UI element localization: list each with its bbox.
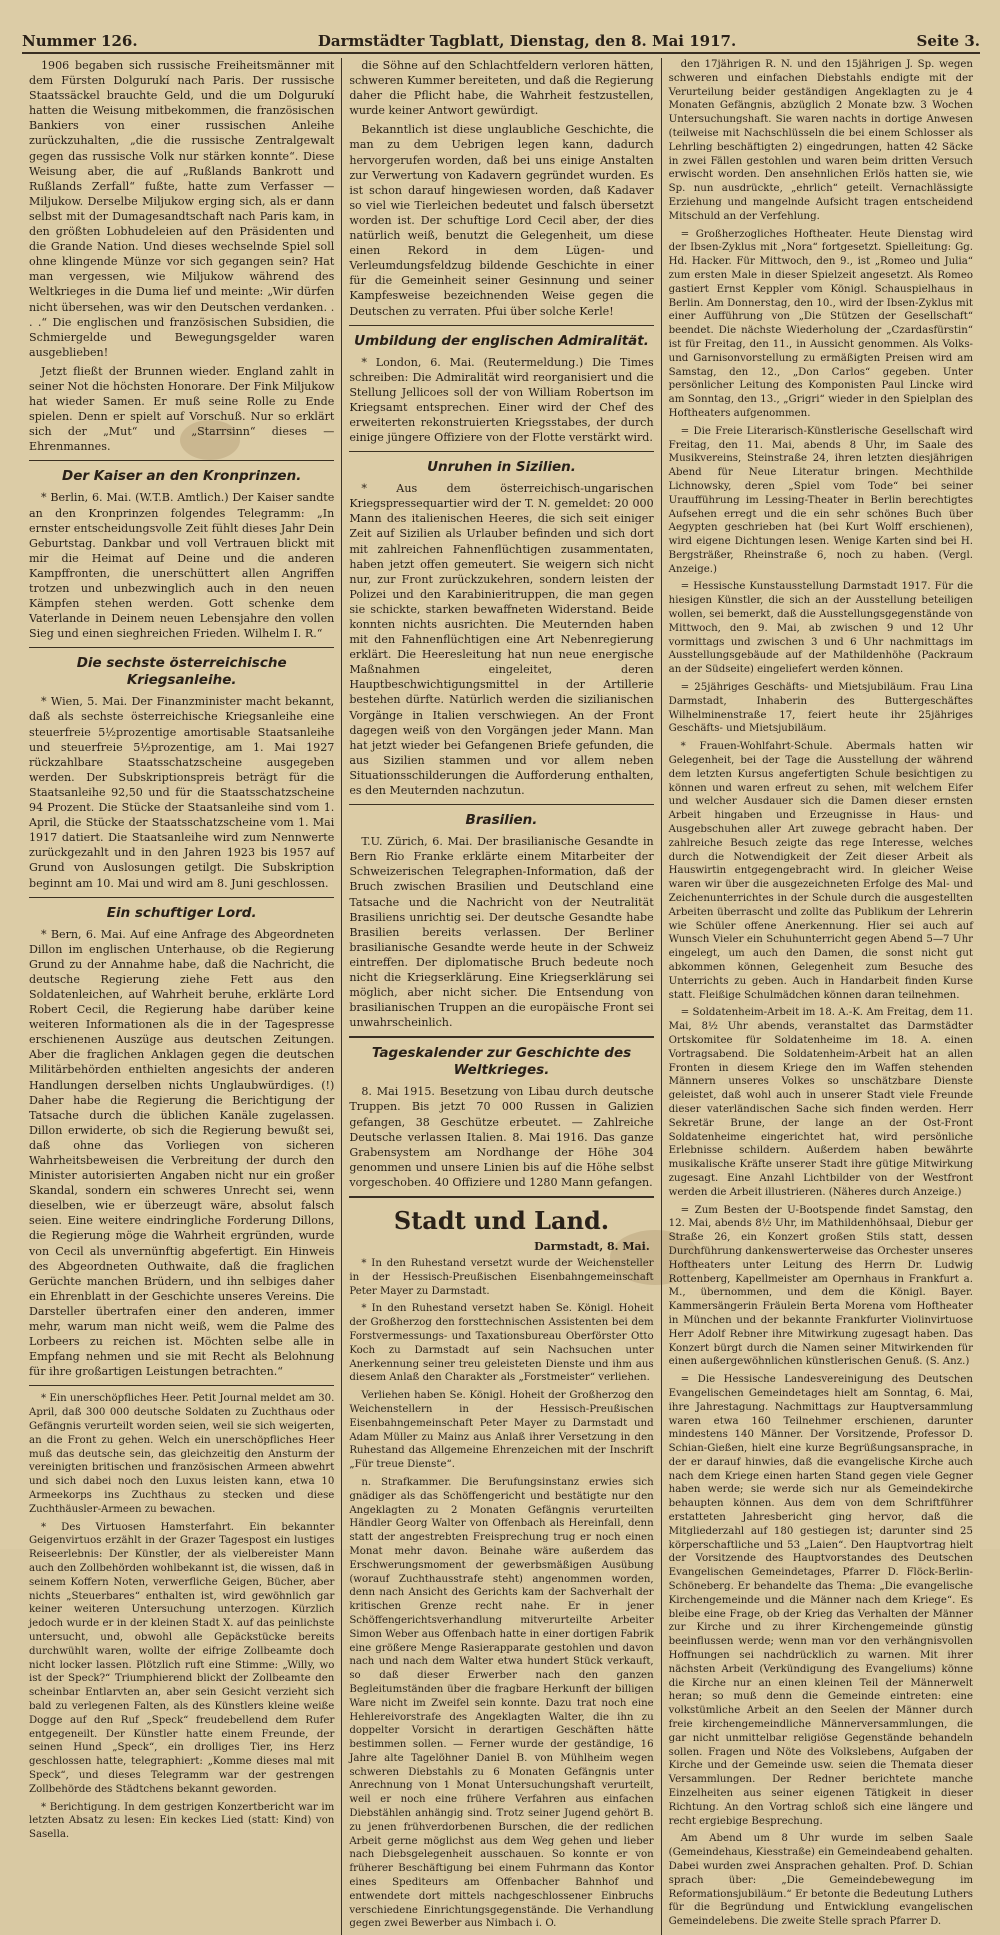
paragraph: * In den Ruhestand versetzt haben Se. Königl. Hoheit der Großherzog den forsttechnischen Assistenten bei dem Forstvermessungs- und Taxationsbureau Oberförster Otto Koch zu Darmstadt auf sein Nachsuchen unter Anerkennung seiner treu geleisteten Dienste und ihm aus diesem Anlaß den Charakter als „Forstmeister“ verliehen.	[349, 1303, 654, 1384]
headline-sizilien: Unruhen in Sizilien.	[427, 459, 576, 476]
paragraph: * Berichtigung. In dem gestrigen Konzertbericht war im letzten Absatz zu lesen: Ein keckes Lied (statt: Kind) von Sasella.	[29, 1801, 335, 1841]
paragraph: * Frauen-Wohlfahrt-Schule. Abermals hatten wir Gelegenheit, bei der Tage die Ausstellung der während dem letzten Kursus angefertigten Schule besichtigen zu können und waren erfreut zu sehen, mit welchem Eifer und welcher Ausdauer sich die Damen dieser ernsten Arbeit hingaben und Erzeugnisse in Haus- und Ausgebschuhen aller Art zuwege gebracht haben. Der zahlreiche Besuch zeigte das rege Interesse, welches durch die Notwendigkeit der Zeit dieser Arbeit als Hauswirtin entgegengebracht wird. In gleicher Weise waren wir über die ausgezeichneten Erfolge des Mal- und Zeichenunterrichtes in der Schule durch die ausgestellten Arbeiten überrascht und zollte das Publikum der Lehrerin wie Schüler offene Anerkennung. Hier sei auch auf Wunsch Vieler ein Schuhunterricht gegen Abend 5—7 Uhr eingelegt, um auch den Damen, die sonst nicht gut abkommen können, Gelegenheit zum Besuche des Unterrichts zu geben. Auch in Handarbeit finden Kurse statt. Fleißige Schulmädchen können daran teilnehmen.	[668, 741, 973, 1001]
headline-admiralitaet: Umbildung der englischen Admiralität.	[354, 332, 649, 349]
headline-anleihe: Die sechste österreichische Kriegsanleihe.	[76, 655, 287, 689]
divider	[349, 325, 653, 326]
paragraph: = Die Freie Literarisch-Künstlerische Gesellschaft wird Freitag, den 11. Mai, abends 8 Uhr, im Saale des Musikvereins, Steinstraße 24, ihren letzten diesjährigen Abend für Neue Literatur bringen. Mechthilde Lichnowsky, deren „Spiel vom Tode“ bei seiner Uraufführung im Lessing-Theater in Berlin berechtigtes Aufsehen erregt und die ein sehr schönes Buch über Aegypten geschrieben hat (bei Kurt Wolff erschienen), wird eigene Dichtungen lesen. Wenige Karten sind bei H. Bergsträßer, Rheinstraße 6, noch zu haben. (Vergl. Anzeige.)	[668, 425, 973, 575]
page-number: Seite 3.	[916, 32, 980, 50]
paragraph: * Wien, 5. Mai. Der Finanzminister macht bekannt, daß als sechste österreichische Kriegsanleihe eine steuerfreie 5½prozentige amortisable Staatsanleihe und steuerfreie 5½prozentige, am 1. Mai 1927 rückzahlbare Staatsschatzscheine ausgegeben werden. Der Subskriptionspreis beträgt für die Staatsanleihe 92,50 und für die Staatsschatzscheine 94 Prozent. Die Stücke der Staatsanleihe sind vom 1. April, die Stücke der Staatsschatzscheine vom 1. Mai 1917 datiert. Die Staatsanleihe wird zum Nennwerte zurückgezahlt und in den Jahren 1923 bis 1957 auf Grund von Auslosungen getilgt. Die Subskription beginnt am 10. Mai und wird am 8. Juni geschlossen.	[29, 695, 335, 890]
divider	[29, 897, 334, 898]
column-3	[661, 58, 980, 1935]
paragraph: * Des Virtuosen Hamsterfahrt. Ein bekannter Geigenvirtuos erzählt in der Grazer Tagespost ein lustiges Reiseerlebnis: Der Künstler, der als vielbereister Mann auch den Zollbehörden wohlbekannt ist, die wissen, daß in seinem Koffern Noten, verwerfliche Geigen, Bücher, aber nichts „Steuerbares“ enthalten ist, wird gewöhnlich gar keiner weiteren Untersuchung unterzogen. Kürzlich jedoch wurde er in der kleinen Stadt X. auf das peinlichste untersucht, und, obwohl alle Gepäckstücke bereits durchwühlt waren, wollte der eifrige Zollbeamte doch nicht locker lassen. Plötzlich ruft eine Stimme: „Willy, wo ist der Speck?“ Triumphierend blickt der Zollbeamte den scheinbar Entlarvten an, aber sein Gesicht verzieht sich bald zu verlegenen Falten, als des Künstlers kleine weiße Dogge auf den Ruf „Speck“ freudebellend dem Rufer entgegeneilt. Der Künstler hatte einem Freunde, der seinen Hund „Speck“, ein drolliges Tier, ins Herz geschlossen hatte, telegraphiert: „Komme dieses mal mit Speck“, und dieses Telegramm war der gestrengen Zollbehörde des Städtchens bekannt geworden.	[29, 1521, 335, 1795]
paragraph: = Hessische Kunstausstellung Darmstadt 1917. Für die hiesigen Künstler, die sich an der Ausstellung beteiligen wollen, sei bemerkt, daß die Ausstellungsgegenstände von Mittwoch, den 9. Mai, ab zwischen 9 und 12 Uhr vormittags und zwischen 3 und 6 Uhr nachmittags im Ausstellungsgebäude auf der Mathildenhöhe (Packraum an der Südseite) eingeliefert werden können.	[668, 581, 973, 676]
paragraph: = Zum Besten der U-Bootspende findet Samstag, den 12. Mai, abends 8½ Uhr, im Mathildenhöhsaal, Diebur ger Straße 26, ein Konzert großen Stils statt, dessen Durchführung dankenswerterweise das Orchester unseres Hoftheaters unter Leitung des Herrn Dr. Ludwig Rottenberg, Kapellmeister am Opernhaus in Frankfurt a. M., übernommen, und dem die Königl. Bayer. Kammersängerin Fräulein Berta Morena vom Hoftheater in München und der bekannte Frankfurter Violinvirtuose Herr Adolf Rebner ihre Mitwirkung zugesagt haben. Das Konzert bürgt durch die Namen seiner Mitwirkenden für einen außergewöhnlichen künstlerischen Genuß. (S. Anz.)	[668, 1204, 973, 1368]
dateline: Darmstadt, 8. Mai.	[534, 1240, 650, 1253]
paragraph: den 17jährigen R. N. und den 15jährigen J. Sp. wegen schweren und einfachen Diebstahls endigte mit der Verurteilung beider geständigen Angeklagten zu je 4 Monaten Gefängnis, abzüglich 2 Monate bzw. 3 Wochen Untersuchungshaft. Sie waren nachts in dortige Anwesen (teilweise mit Nachschlüsseln die bei einem Schlosser als Lehrling beschäftigten 2) eingedrungen, hatten 42 Säcke in zwei Fällen gestohlen und waren beim dritten Versuch erwischt worden. Den ansehnlichen Erlös hatten sie, wie Sp. nun ausdrückte, „ehrlich“ geteilt. Vernachlässigte Erziehung und mangelnde Aufsicht tragen entscheidend Mitschuld an der Verfehlung.	[668, 59, 973, 222]
paragraph: = Die Hessische Landesvereinigung des Deutschen Evangelischen Gemeindetages hielt am Sonntag, 6. Mai, ihre Jahrestagung. Nachmittags zur Hauptversammlung waren etwa 160 Teilnehmer erschienen, darunter mindestens 140 Männer. Der Vorsitzende, Professor D. Schian-Gießen, hielt eine kurze Begrüßungsansprache, in der er darauf hinwies, daß die evangelische Kirche auch nach dem Kriege einen harten Stand gegen viele Gegner haben werde; sie werde sich nur als Gemeindekirche behaupten können. Aus dem von dem Schriftführer erstatteten Jahresbericht ging hervor, daß die Mitgliederzahl auf 180 gestiegen ist; darunter sind 25 körperschaftliche und 53 „Laien“. Den Hauptvortrag hielt der Vorsitzende des Hauptvorstandes des Deutschen Evangelischen Gemeindetages, Pfarrer D. Flöck-Berlin-Schöneberg. Er behandelte das Thema: „Die evangelische Kirchengemeinde und die Männer nach dem Kriege“. Es bleibe eine Frage, ob der Krieg das Verhalten der Männer zur Kirche und zu ihrer Kirchengemeinde günstig beeinflussen werde; wenn man vor den verhängnisvollen Hoffnungen sei nachdrücklich zu warnen. Mit ihrer nächsten Arbeit (Verkündigung des Evangeliums) könne die Kirche nur an einen kleinen Teil der Männerwelt heran; so muß denn die Gemeinde eintreten: eine volkstümliche Arbeit an den Seelen der Männer durch freie kirchengemeindliche Männerversammlungen, die gar nicht unmittelbar religiöse Gegenstände behandeln sollen. Fragen und Nöte des Volkslebens, Aufgaben der Kirche und der Gemeinde usw. seien die Themata dieser Versammlungen. Der Redner berichtete manche Einzelheiten aus seiner eigenen Tätigkeit in dieser Richtung. An den Vortrag schloß sich eine längere und recht ergiebige Besprechung.	[668, 1374, 973, 1827]
paragraph: * Aus dem österreichisch-ungarischen Kriegspressequartier wird der T. N. gemeldet: 20 000 Mann des italienischen Heeres, die sich seit einiger Zeit auf Sizilien als Urlauber befinden und sich dort mit zahlreichen Fahnenflüchtigen zusammentaten, haben jetzt offen gemeutert. Sie weigern sich nicht nur, zur Front zurückzukehren, sondern leisten der Polizei und den Karabinieritruppen, die man gegen sie schickte, starken bewaffneten Widerstand. Beide konnten nichts ausrichten. Die Meuternden haben mit den Fahnenflüchtigen eine Art Nebenregierung erklärt. Die Heeresleitung hat nun neue energische Maßnahmen eingeleitet, deren Hauptbeschwichtigungsmittel in der Artillerie bestehen dürfte. Natürlich werden die sizilianischen Vorgänge in Italien verschwiegen. An der Front dagegen weiß von den Vorgängen jeder Mann. Man hat jetzt wieder bei Gefangenen Briefe gefunden, die aus Sizilien stammen und vor allem neben Situationsschilderungen die Aufforderung enthalten, es den Meuternden nachzutun.	[349, 482, 654, 798]
paragraph: Am Abend um 8 Uhr wurde im selben Saale (Gemeindehaus, Kiesstraße) ein Gemeindeabend gehalten. Dabei wurden zwei Ansprachen gehalten. Prof. D. Schian sprach über: „Die Gemeindebewegung im Reformationsjubiläum.“ Er betonte die Bedeutung Luthers für die Begründung und Entwicklung evangelischen Gemeindelebens. Die zweite Stelle sprach Pfarrer D.	[668, 1833, 973, 1928]
paragraph: Verliehen haben Se. Königl. Hoheit der Großherzog den Weichenstellern in der Hessisch-Preußischen Eisenbahngemeinschaft Peter Mayer zu Darmstadt und Adam Müller zu Mainz aus Anlaß ihrer Versetzung in den Ruhestand das Allgemeine Ehrenzeichen mit der Inschrift „Für treue Dienste“.	[349, 1390, 654, 1471]
paragraph: * Bern, 6. Mai. Auf eine Anfrage des Abgeordneten Dillon im englischen Unterhause, ob die Regierung Grund zu der Annahme habe, daß die Nachricht, die deutsche Regierung ziehe Fett aus den Soldatenleichen, auf Wahrheit beruhe, erklärte Lord Robert Cecil, die Regierung habe darüber keine weiteren Informationen als die in der Tagespresse erschienenen Auszüge aus deutschen Zeitungen. Aber die fraglichen Anklagen gegen die deutschen Militärbehörden enthielten angesichts der anderen Handlungen derselben nichts Unglaubwürdiges. (!) Daher habe die Regierung die Berichtigung der Tatsache durch die üblichen Kanäle zugelassen. Dillon erwiderte, ob sich die Regierung bewußt sei, daß ohne das Vorliegen von sicheren Wahrheitsbeweisen die Verbreitung der durch den Minister autorisierten Angaben nicht nur ein großer Skandal, sondern ein schweres Unrecht sei, wenn dieselben, wie er überzeugt wäre, absolut falsch seien. Eine weitere eindringliche Forderung Dillons, die Regierung möge die Wahrheit ergründen, wurde von Cecil als unvernünftig abgefertigt. Ein Hinweis des Abgeordneten Outhwaite, daß die fraglichen Gerüchte manchen Brüdern, und ihn selbiges daher ein Ehrenblatt in der Geschichte unseres Vereins. Die Darsteller übertrafen einer den anderen, immer mehr, warum man nicht weiß, wem die Palme des Lorbeers zu reichen ist. Möchten selbe alle in Empfang nehmen und sie mit Recht als Belohnung für ihre großartigen Leistungen betrachten.“	[29, 927, 335, 1379]
paragraph: * In den Ruhestand versetzt wurde der Weichensteller in der Hessisch-Preußischen Eisenbahngemeinschaft Peter Mayer zu Darmstadt.	[349, 1258, 654, 1297]
paragraph: Jetzt fließt der Brunnen wieder. England zahlt in seiner Not die höchsten Honorare. Der Fink Miljukow hat wieder Samen. Er muß seine Rolle zu Ende spielen. Denn er spielt auf Vorschuß. Nur so erklärt sich der „Mut“ und „Starrsinn“ dieses — Ehrenmannes.	[29, 364, 335, 454]
masthead	[22, 30, 980, 54]
paragraph: n. Strafkammer. Die Berufungsinstanz erwies sich gnädiger als das Schöffengericht und bestätigte nur den Angeklagten zu 2 Monaten Gefängnis verurteilten Händler Georg Walter von Offenbach als Hereinfall, denn statt der angestrebten Freisprechung trug er noch einen Monat mehr davon. Beinahe wäre außerdem das Erschwerungsmoment der gewerbsmäßigen Ausübung (worauf Zuchthausstrafe steht) angenommen worden, denn nach Ansicht des Gerichts kam der Sachverhalt der kritischen Grenze recht nahe. Er in jener Schöffengerichtsverhandlung mitverurteilte Arbeiter Simon Weber aus Offenbach hatte in einer dortigen Fabrik eine größere Menge Rasierapparate gestohlen und davon nach und nach dem Walter etwa hundert Stück verkauft, so daß dieser Erwerber nach den ganzen Begleitumständen über die fragbare Herkunft der billigen Ware nicht im Zweifel sein konnte. Dazu trat noch eine Hehlereivorstrafe des Angeklagten Walter, die ihn zu doppelter Vorsicht in derartigen Geschäften hätte bestimmen sollen. — Ferner wurde der geständige, 16 Jahre alte Tagelöhner Daniel B. von Mühlheim wegen schweren Diebstahls zu 6 Monaten Gefängnis unter Anrechnung von 1 Monat Untersuchungshaft verurteilt, weil er noch eine frühere Verfahren aus einfachen Diebstählen anhängig sind. Trotz seiner Jugend gehört B. zu jenen frühverdorbenen Burschen, die der redlichen Arbeit gerne möglichst aus dem Weg gehen und lieber nach Diebsgelegenheit ausschauen. So konnte er von früherer Beschäftigung bei einem Fuhrmann das Kontor eines Spediteurs am Offenbacher Bahnhof und entwendete dort mittels nachgeschlossener Einbruchs verschiedene Einrichtungsgegenstände. Die Verhandlung gegen zwei Bewerber aus Nimbach i. O.	[349, 1476, 654, 1930]
divider	[349, 1036, 653, 1038]
paragraph: * Berlin, 6. Mai. (W.T.B. Amtlich.) Der Kaiser sandte an den Kronprinzen folgendes Telegramm: „In ernster entscheidungsvolle Zeit fühlt dieses Jahr Dein Geburtstag. Dankbar und voll Vertrauen blickt mit mir die Heimat auf Deine und die anderen Kampffronten, die unerschüttert allen Angriffen trotzen und unbezwinglich auch in den neuen Kämpfen stehen werden. Gott schenke dem Vaterlande in Deinem neuen Lebensjahre den vollen Sieg und einen sieghreichen Frieden. Wilhelm I. R.“	[29, 491, 335, 641]
paragraph: = Großherzogliches Hoftheater. Heute Dienstag wird der Ibsen-Zyklus mit „Nora“ fortgesetzt. Spielleitung: Gg. Hd. Hacker. Für Mittwoch, den 9., ist „Romeo und Julia“ zum ersten Male in dieser Spielzeit angesetzt. Als Romeo gastiert Ernst Keppler vom Königl. Schauspielhaus in Berlin. Am Donnerstag, den 10., wird der Ibsen-Zyklus mit einer Aufführung von „Die Stützen der Gesellschaft“ beendet. Die nächste Wiederholung der „Czardasfürstin“ ist für Freitag, den 11., in Aussicht genommen. Als Volks- und Garnisonvorstellung zu ermäßigten Preisen wird am Samstag, den 12., „Don Carlos“ gegeben. Unter persönlicher Leitung des Komponisten Paul Lincke wird am Sonntag, den 13., „Grigri“ wieder in den Spielplan des Hoftheaters aufgenommen.	[668, 228, 973, 419]
divider	[349, 451, 653, 452]
paragraph: * London, 6. Mai. (Reutermeldung.) Die Times schreiben: Die Admiralität wird reorganisiert und die Stellung Jellicoes soll der von William Robertson im Kriegsamt entsprechen. Einer wird der Chef des erweiterten rekonstruierten Kriegsstabes, der durch einige jüngere Offiziere von der Flotte verstärkt wird.	[349, 355, 654, 445]
divider	[29, 460, 334, 461]
paragraph: = 25jähriges Geschäfts- und Mietsjubiläum. Frau Lina Darmstadt, Inhaberin des Buttergeschäftes Wilhelminenstraße 17, feiert heute ihr 25jähriges Geschäfts- und Mietsjubiläum.	[668, 682, 973, 735]
headline-brasilien: Brasilien.	[465, 812, 538, 829]
paragraph: T.U. Zürich, 6. Mai. Der brasilianische Gesandte in Bern Rio Franke erklärte einem Mitarbeiter der Schweizerischen Telegraphen-Information, daß der Bruch zwischen Brasilien und Deutschland eine Tatsache und die Nachricht von der Neutralität Brasiliens unrichtig sei. Der deutsche Gesandte habe Brasilien bereits verlassen. Der Berliner brasilianische Gesandte werde heute in der Schweiz eintreffen. Der diplomatische Bruch bedeute noch nicht die Kriegserklärung. Eine Kriegserklärung sei möglich, aber nicht sicher. Die Entsendung von brasilianischen Truppen an die europäische Front sei unwahrscheinlich.	[349, 835, 654, 1030]
column-2	[341, 58, 660, 1935]
headline-kaiser: Der Kaiser an den Kronprinzen.	[61, 468, 302, 485]
divider	[349, 804, 653, 805]
column-1	[22, 58, 341, 1935]
headline-lord: Ein schuftiger Lord.	[106, 904, 257, 921]
divider	[349, 1196, 653, 1198]
divider	[29, 1385, 334, 1386]
paper-title-date: Darmstädter Tagblatt, Dienstag, den 8. Mai 1917.	[317, 32, 737, 50]
paragraph: * Ein unerschöpfliches Heer. Petit Journal meldet am 30. April, daß 300 000 deutsche Soldaten zu Zuchthaus oder Gefängnis verurteilt worden seien, weil sie sich weigerten, an die Front zu gehen. Welch ein unerschöpfliches Heer muß das deutsche sein, das gleichzeitig den Ansturm der vereinigten britischen und französischen Armeen abwehrt und sich dabei noch den Luxus leisten kann, etwa 10 Armeekorps ins Zuchthaus zu stecken und diese Zuchthäusler-Armeen zu bewachen.	[29, 1393, 335, 1515]
paragraph: die Söhne auf den Schlachtfeldern verloren hätten, schweren Kummer bereiteten, und daß die Regierung daher die Pflicht habe, die Wahrheit festzustellen, wurde keiner Antwort gewürdigt.	[349, 59, 654, 118]
paragraph: 8. Mai 1915. Besetzung von Libau durch deutsche Truppen. Bis jetzt 70 000 Russen in Galizien gefangen, 38 Geschütze erbeutet. — Zahlreiche Deutsche verlassen Italien. 8. Mai 1916. Das ganze Grabensystem am Nordhange der Höhe 304 genommen und unsere Linien bis auf die Höhe selbst vorgeschoben. 40 Offiziere und 1280 Mann gefangen.	[349, 1085, 654, 1189]
columns	[22, 58, 980, 1930]
paragraph: 1906 begaben sich russische Freiheitsmänner mit dem Fürsten Dolgurukí nach Paris. Der russische Staatssäckel brauchte Geld, und die um Dolgurukí hatten die Weisung mitbekommen, die französischen Bankiers von einer russischen Anleihe zurückzuhalten, „die die russische Zentralgewalt gegen das russische Volk nur stärken konnte“. Diese Weisung aber, die auf „Rußlands Bankrott und Rußlands Zerfall“ fußte, hatte zum Verfasser — Miljukow. Derselbe Miljukow erging sich, als er dann selbst mit der Dumagesandtschaft nach Paris kam, in den größten Lobhudeleien auf den Präsidenten und die Grande Nation. Und dieses wechselnde Spiel soll ohne klingende Münze vor sich gegangen sein? Hat man vergessen, wie Miljukow während des Weltkrieges in die Duma lief und meinte: „Wir dürfen nicht übersehen, was wir den Deutschen verdanken. . . .“ Die englischen und französischen Subsidien, die Schmiergelde und Bewegungsgelder waren ausgeblieben!	[29, 59, 335, 359]
paragraph: Bekanntlich ist diese unglaubliche Geschichte, die man zu dem Uebrigen legen kann, dadurch hervorgerufen worden, daß bei uns einige Anstalten zur Verwertung von Kadavern gegründet wurden. Es ist schon darauf hingewiesen worden, daß Kadaver so viel wie Tierleichen bedeutet und falsch übersetzt worden ist. Der schuftige Lord Cecil aber, der dies natürlich weiß, benutzt die Gelegenheit, um diese einen Rekord in dem Lügen- und Verleumdungsfeldzug bildende Geschichte in einer für die Gemeinheit seiner Gesinnung und seiner Kampfesweise bezeichnenden Weise gegen die Deutschen zu verraten. Pfui über solche Kerle!	[349, 123, 654, 318]
section-title-stadt-und-land: Stadt und Land.	[393, 1206, 610, 1235]
headline-tageskalender: Tageskalender zur Geschichte des Weltkrieges.	[371, 1045, 632, 1079]
divider	[29, 647, 334, 648]
issue-number: Nummer 126.	[22, 32, 138, 50]
paragraph: = Soldatenheim-Arbeit im 18. A.-K. Am Freitag, dem 11. Mai, 8½ Uhr abends, veranstaltet das Darmstädter Ortskomitee für Soldatenheime im 18. A. einen Vortragsabend. Die Soldatenheim-Arbeit hat an allen Fronten in diesem Kriege den im Waffen stehenden Männern unseres Volkes so unschätzbare Dienste geleistet, daß wohl auch in unserer Stadt viele Freunde dieser vaterländischen Sache sich finden werden. Herr Sekretär Brune, der lange an der Ost-Front Soldatenheime eingerichtet hat, wird persönliche Erlebnisse schildern. Außerdem haben bewährte musikalische Kräfte unserer Stadt ihre gütige Mitwirkung zugesagt. Eine Anzahl Lichtbilder von der Westfront werden die Arbeit illustrieren. (Näheres durch Anzeige.)	[668, 1007, 973, 1198]
